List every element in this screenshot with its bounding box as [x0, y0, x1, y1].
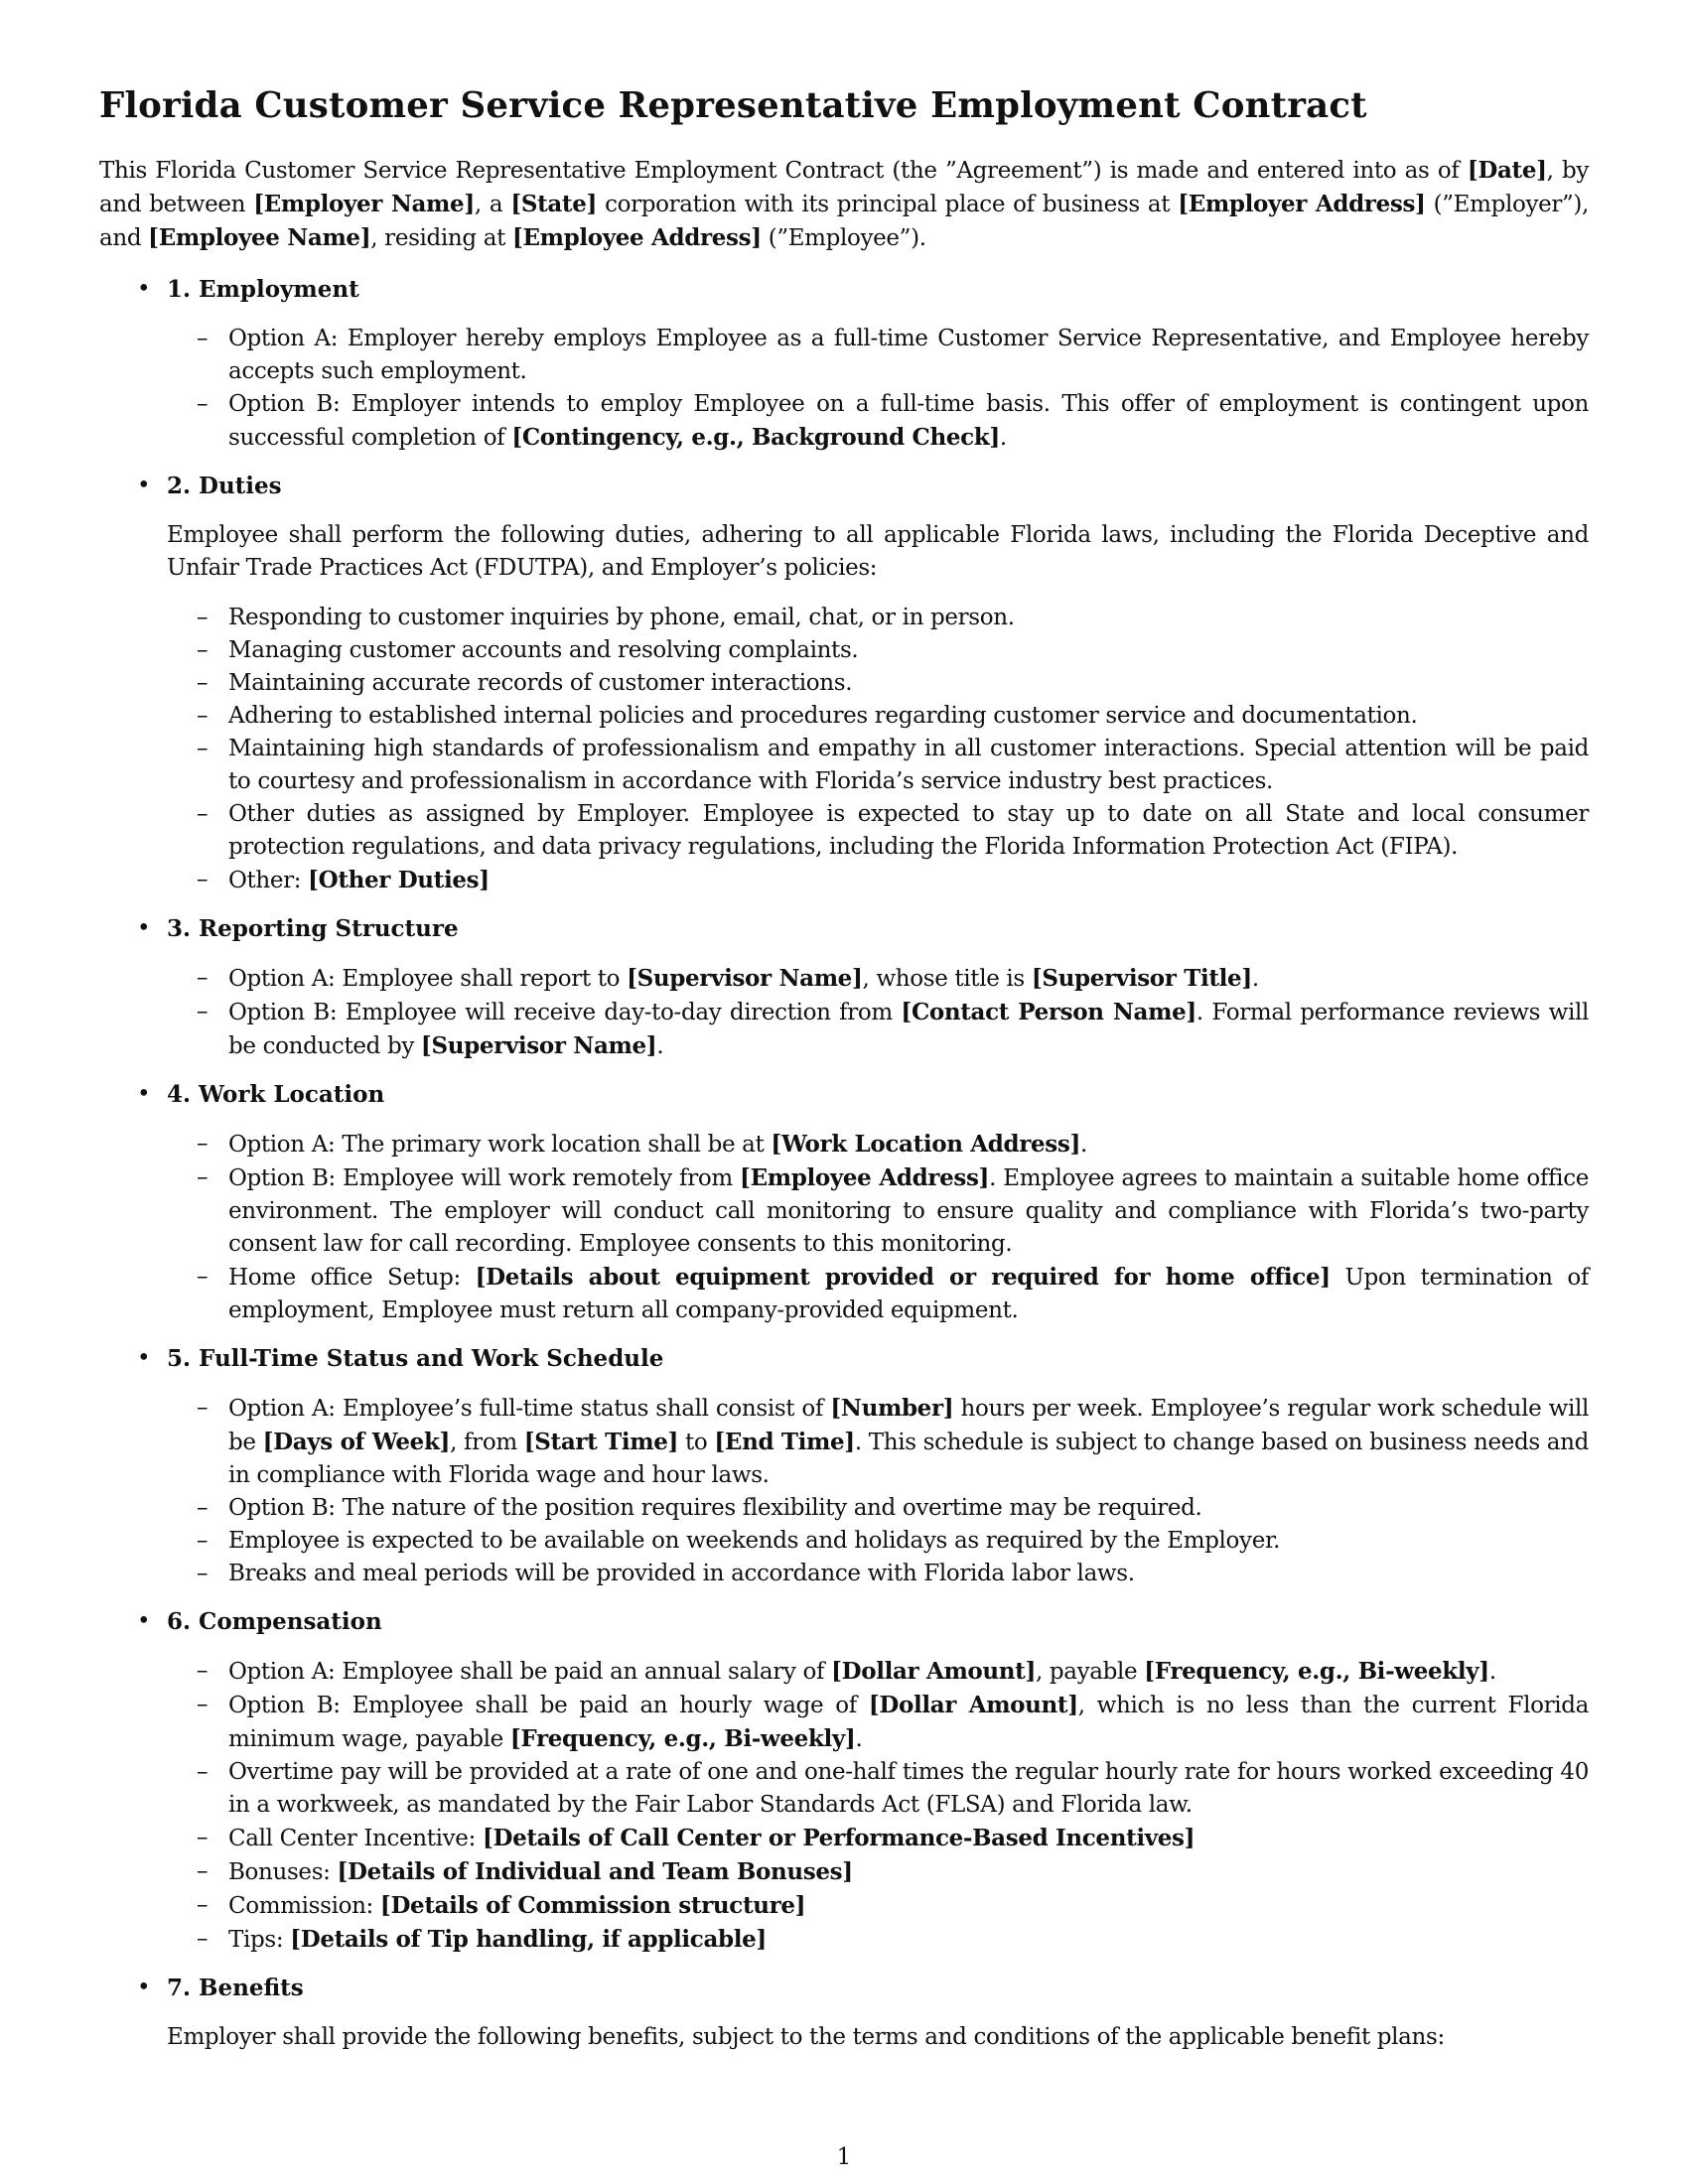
- text-run: Bonuses:: [228, 1858, 338, 1885]
- bullet-marker: •: [137, 275, 151, 302]
- text-run: Employee is expected to be available on weekends and holidays as required by the Employer.: [228, 1527, 1281, 1554]
- placeholder-field: [Contact Person Name]: [901, 998, 1196, 1025]
- sub-list: [167, 962, 1589, 1063]
- text-run: . Employee agrees to maintain a suitable home office environment. The employer will conduct call monitoring to ensure quality and compliance with Florida’s two-party consent law for call recording. Employee consents to this monitoring.: [228, 1164, 1589, 1257]
- text-run: Home office Setup:: [228, 1264, 476, 1291]
- dash-marker: –: [197, 1758, 209, 1785]
- sub-list: [167, 323, 1589, 455]
- sub-list-item: [167, 1261, 1589, 1327]
- dash-marker: –: [197, 669, 209, 696]
- placeholder-field: [Employee Address]: [740, 1163, 990, 1191]
- dash-marker: –: [197, 636, 209, 663]
- placeholder-field: [Employer Name]: [253, 190, 475, 217]
- sub-list-item: [167, 733, 1589, 798]
- text-run: , payable: [1035, 1658, 1145, 1685]
- sub-list-item: [167, 1128, 1589, 1161]
- section-heading: 2. Duties: [167, 472, 282, 499]
- text-run: .: [1488, 1658, 1496, 1685]
- placeholder-field: [Contingency, e.g., Background Check]: [511, 423, 1000, 451]
- sub-list-item: [167, 323, 1589, 388]
- placeholder-field: [End Time]: [714, 1428, 855, 1455]
- text-run: corporation with its principal place of business at: [597, 191, 1179, 217]
- text-run: Option A: Employee shall report to: [228, 965, 628, 992]
- sub-list-item: [167, 1889, 1589, 1923]
- text-run: , whose title is: [862, 965, 1032, 992]
- dash-marker: –: [197, 390, 209, 417]
- bullet-marker: •: [137, 914, 151, 941]
- text-run: , residing at: [370, 224, 512, 251]
- dash-marker: –: [197, 1527, 209, 1554]
- text-run: to: [678, 1429, 715, 1455]
- text-run: Option B: Employee will receive day-to-day direction from: [228, 999, 902, 1025]
- section-heading: 5. Full-Time Status and Work Schedule: [167, 1344, 664, 1372]
- dash-marker: –: [197, 1394, 209, 1421]
- placeholder-field: [Days of Week]: [262, 1428, 451, 1455]
- dash-marker: –: [197, 604, 209, 630]
- text-run: , a: [474, 191, 511, 217]
- section-item: [99, 1078, 1589, 1327]
- text-run: .: [1080, 1131, 1087, 1158]
- dash-marker: –: [197, 1824, 209, 1850]
- section-intro: [167, 2021, 1589, 2054]
- section-item: [99, 273, 1589, 455]
- section-intro: [167, 519, 1589, 585]
- text-run: .: [855, 1725, 863, 1752]
- placeholder-field: [Employee Name]: [148, 223, 371, 251]
- placeholder-field: [Details of Tip handling, if applicable]: [290, 1925, 767, 1953]
- bullet-marker: •: [137, 472, 151, 498]
- text-run: Other duties as assigned by Employer. Employee is expected to stay up to date on all State and local consumer protection regulations, and data privacy regulations, including the Florida Information Protection Act (FIPA).: [228, 800, 1589, 860]
- placeholder-field: [Number]: [830, 1394, 954, 1422]
- placeholder-field: [Supervisor Name]: [627, 964, 863, 992]
- sub-list: [167, 1392, 1589, 1590]
- bullet-marker: •: [137, 1607, 151, 1634]
- sub-list-item: [167, 798, 1589, 864]
- sub-list-item: [167, 634, 1589, 667]
- page-title: Florida Customer Service Representative Employment Contract: [99, 85, 1367, 126]
- sub-list-item: [167, 602, 1589, 634]
- text-run: , which is no less than the current Florida minimum wage, payable: [228, 1692, 1589, 1752]
- section-item: [99, 912, 1589, 1063]
- text-run: (”Employee”).: [761, 224, 926, 251]
- sub-list-item: [167, 996, 1589, 1063]
- section-list: [99, 273, 1589, 2054]
- dash-marker: –: [197, 1857, 209, 1884]
- text-run: Commission:: [228, 1892, 380, 1919]
- sub-list-item: [167, 1822, 1589, 1855]
- text-run: Option A: Employee’s full-time status shall consist of: [228, 1395, 831, 1422]
- sub-list: [167, 1128, 1589, 1327]
- text-run: Option B: Employer intends to employ Employee on a full-time basis. This offer of employment is contingent upon successful completion of: [228, 390, 1589, 451]
- placeholder-field: [Start Time]: [523, 1428, 679, 1455]
- dash-marker: –: [197, 1657, 209, 1684]
- dash-marker: –: [197, 866, 209, 892]
- section-heading: 6. Compensation: [167, 1607, 382, 1635]
- document-page: [99, 85, 1589, 2071]
- dash-marker: –: [197, 964, 209, 991]
- dash-marker: –: [197, 800, 209, 827]
- text-run: Other:: [228, 867, 309, 893]
- placeholder-field: [Other Duties]: [308, 866, 490, 893]
- sub-list-item: [167, 1558, 1589, 1590]
- section-heading: 3. Reporting Structure: [167, 914, 459, 942]
- text-run: Option B: The nature of the position requires flexibility and overtime may be required.: [228, 1494, 1202, 1521]
- sub-list-item: [167, 1923, 1589, 1957]
- dash-marker: –: [197, 1560, 209, 1586]
- placeholder-field: [Dollar Amount]: [868, 1691, 1078, 1718]
- text-run: Tips:: [228, 1926, 291, 1953]
- placeholder-field: [Work Location Address]: [771, 1130, 1080, 1158]
- sub-list-item: [167, 700, 1589, 733]
- dash-marker: –: [197, 325, 209, 351]
- placeholder-field: [Frequency, e.g., Bi-weekly]: [1144, 1657, 1489, 1685]
- text-run: Maintaining high standards of professionalism and empathy in all customer interactions. Special attention will be paid to courtesy and professionalism in accordance with Florida’s service industry best practices.: [228, 735, 1589, 794]
- bullet-marker: •: [137, 1080, 151, 1107]
- text-run: Overtime pay will be provided at a rate of one and one-half times the regular hourly rate for hours worked exceeding 40 in a workweek, as mandated by the Fair Labor Standards Act (FLSA) and Florida law.: [228, 1758, 1589, 1818]
- text-run: , by and between: [99, 157, 1589, 217]
- dash-marker: –: [197, 1691, 209, 1717]
- text-run: Option A: Employer hereby employs Employee as a full-time Customer Service Representative, and Employee hereby accepts such employment.: [228, 325, 1589, 384]
- section-heading: 7. Benefits: [167, 1974, 304, 2001]
- text-run: Upon termination of employment, Employee must return all company-provided equipment.: [228, 1264, 1590, 1323]
- placeholder-field: [Supervisor Name]: [420, 1031, 657, 1059]
- section-heading: 4. Work Location: [167, 1080, 385, 1108]
- intro-paragraph: [99, 154, 1589, 255]
- placeholder-field: [Date]: [1467, 156, 1547, 184]
- dash-marker: –: [197, 1130, 209, 1157]
- text-run: .: [656, 1032, 664, 1059]
- sub-list-item: [167, 962, 1589, 996]
- text-run: , from: [450, 1429, 524, 1455]
- placeholder-field: [Employee Address]: [511, 223, 762, 251]
- sub-list-item: [167, 1655, 1589, 1689]
- section-item: [99, 1972, 1589, 2054]
- sub-list-item: [167, 1392, 1589, 1492]
- bullet-marker: •: [137, 1344, 151, 1371]
- dash-marker: –: [197, 1494, 209, 1521]
- dash-marker: –: [197, 1891, 209, 1918]
- text-run: . Formal performance reviews will be conducted by: [228, 999, 1589, 1059]
- section-item: [99, 1342, 1589, 1590]
- dash-marker: –: [197, 1925, 209, 1952]
- dash-marker: –: [197, 1263, 209, 1290]
- text-run: This Florida Customer Service Representative Employment Contract (the ”Agreement”) is made and entered into as of: [99, 157, 1468, 184]
- dash-marker: –: [197, 702, 209, 729]
- text-run: Option B: Employee will work remotely from: [228, 1164, 741, 1191]
- page-number: 1: [836, 2144, 852, 2170]
- text-run: Employee shall perform the following duties, adhering to all applicable Florida laws, including the Florida Deceptive and Unfair Trade Practices Act (FDUTPA), and Employer’s policies:: [167, 521, 1589, 581]
- sub-list-item: [167, 1689, 1589, 1756]
- sub-list-item: [167, 1855, 1589, 1889]
- sub-list-item: [167, 1756, 1589, 1822]
- sub-list-item: [167, 864, 1589, 897]
- sub-list-item: [167, 667, 1589, 700]
- sub-list-item: [167, 388, 1589, 455]
- text-run: Breaks and meal periods will be provided in accordance with Florida labor laws.: [228, 1560, 1135, 1586]
- text-run: Adhering to established internal policies and procedures regarding customer service and documentation.: [228, 702, 1418, 729]
- text-run: .: [1251, 965, 1259, 992]
- placeholder-field: [Details about equipment provided or required for home office]: [475, 1263, 1331, 1291]
- sub-list: [167, 1655, 1589, 1957]
- section-item: [99, 1605, 1589, 1957]
- dash-marker: –: [197, 998, 209, 1024]
- section-item: [99, 470, 1589, 897]
- sub-list-item: [167, 1492, 1589, 1525]
- placeholder-field: [Employer Address]: [1178, 190, 1426, 217]
- text-run: (”Employer”), and: [99, 191, 1589, 251]
- text-run: .: [999, 424, 1007, 451]
- placeholder-field: [Details of Call Center or Performance-Based Incentives]: [482, 1824, 1196, 1851]
- placeholder-field: [Details of Commission structure]: [379, 1891, 806, 1919]
- text-run: Option A: Employee shall be paid an annual salary of: [228, 1658, 832, 1685]
- placeholder-field: [Dollar Amount]: [831, 1657, 1036, 1685]
- text-run: Option A: The primary work location shall be at: [228, 1131, 772, 1158]
- placeholder-field: [Supervisor Title]: [1031, 964, 1252, 992]
- section-heading: 1. Employment: [167, 275, 359, 303]
- text-run: Maintaining accurate records of customer interactions.: [228, 669, 853, 696]
- placeholder-field: [Details of Individual and Team Bonuses]: [337, 1857, 853, 1885]
- text-run: Option B: Employee shall be paid an hourly wage of: [228, 1692, 869, 1718]
- placeholder-field: [State]: [510, 190, 598, 217]
- placeholder-field: [Frequency, e.g., Bi-weekly]: [509, 1724, 856, 1752]
- text-run: . This schedule is subject to change based on business needs and in compliance with Florida wage and hour laws.: [228, 1429, 1590, 1488]
- text-run: Employer shall provide the following benefits, subject to the terms and conditions of the applicable benefit plans:: [167, 2023, 1445, 2050]
- dash-marker: –: [197, 735, 209, 761]
- text-run: Responding to customer inquiries by phone, email, chat, or in person.: [228, 604, 1015, 630]
- text-run: Managing customer accounts and resolving complaints.: [228, 636, 859, 663]
- sub-list-item: [167, 1161, 1589, 1261]
- sub-list-item: [167, 1525, 1589, 1558]
- dash-marker: –: [197, 1163, 209, 1190]
- bullet-marker: •: [137, 1974, 151, 2000]
- text-run: Call Center Incentive:: [228, 1825, 483, 1851]
- text-run: hours per week. Employee’s regular work schedule will be: [228, 1395, 1589, 1455]
- sub-list: [167, 602, 1589, 897]
